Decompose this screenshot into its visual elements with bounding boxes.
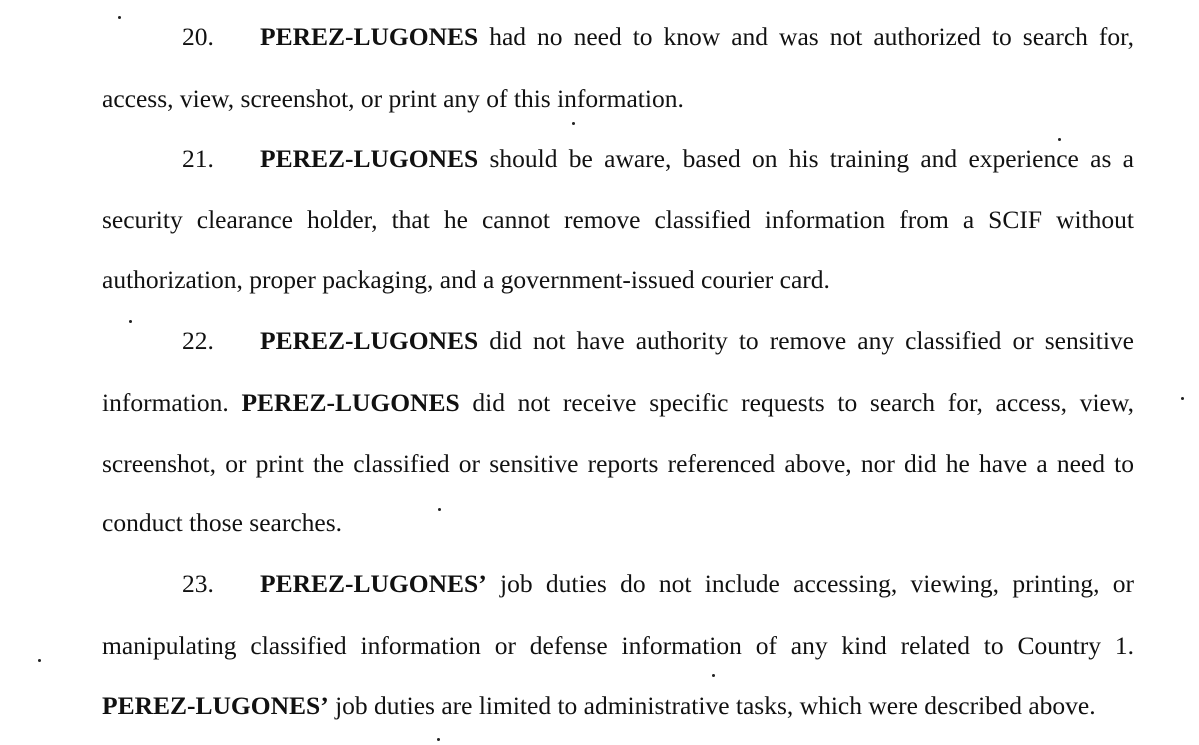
text-run: did not have authority to remove any classified or sensitive [478,326,1134,355]
text-run: conduct those searches. [102,508,343,537]
paragraph-22-line-4 [102,508,342,538]
defendant-name: PEREZ-LUGONES [241,388,460,417]
paragraph-22-line-1 [182,326,1134,356]
paragraph-23-line-3 [102,691,1096,721]
text-run: did not receive specific requests to search for, access, view, [459,388,1134,417]
scan-speck [1181,397,1184,400]
text-run: had no need to know and was not authorized to search for, [478,22,1134,51]
text-run: information. [102,388,242,417]
text-run: manipulating classified information or defense information of any kind related to Country 1. [102,631,1134,660]
paragraph-number: 20. [182,22,214,51]
defendant-name: PEREZ-LUGONES [260,144,479,173]
paragraph-22-line-2 [102,388,1134,418]
paragraph-21-line-3 [102,265,830,295]
scan-speck [572,122,575,125]
paragraph-23-line-2 [102,631,1134,661]
paragraph-number: 22. [182,326,214,355]
paragraph-21-line-2 [102,205,1134,235]
paragraph-number: 23. [182,569,214,598]
scan-speck [437,738,440,741]
scan-speck [38,659,41,662]
paragraph-21-line-1 [182,144,1134,174]
text-run: authorization, proper packaging, and a government-issued courier card. [102,265,830,294]
defendant-name: PEREZ-LUGONES’ [102,691,329,720]
text-run: should be aware, based on his training and experience as a [478,144,1134,173]
paragraph-20-line-1 [182,22,1134,52]
text-run: job duties are limited to administrative tasks, which were described above. [328,691,1096,720]
paragraph-20-line-2 [102,84,684,114]
scan-speck [438,508,441,511]
text-run: security clearance holder, that he cannot remove classified information from a SCIF without [102,205,1134,234]
text-run: screenshot, or print the classified or sensitive reports referenced above, nor did he have a need to [102,449,1134,478]
text-run: job duties do not include accessing, viewing, printing, or [486,569,1134,598]
defendant-name: PEREZ-LUGONES’ [260,569,487,598]
scan-speck [712,674,715,677]
paragraph-23-line-1 [182,569,1134,599]
defendant-name: PEREZ-LUGONES [260,22,479,51]
defendant-name: PEREZ-LUGONES [260,326,479,355]
text-run: access, view, screenshot, or print any of this information. [102,84,684,113]
scan-speck [118,16,121,19]
paragraph-number: 21. [182,144,214,173]
paragraph-22-line-3 [102,449,1134,479]
scan-speck [129,320,132,323]
scan-speck [1058,138,1061,141]
